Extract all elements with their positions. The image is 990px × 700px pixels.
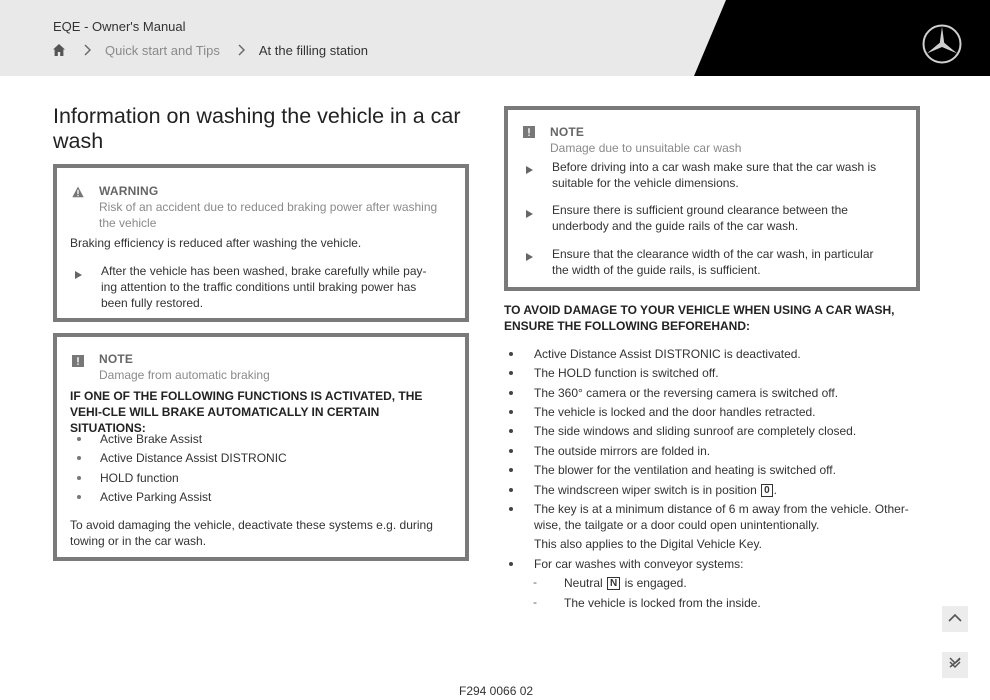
- breadcrumb-filling-station: At the filling station: [258, 42, 369, 58]
- warning-box: [53, 164, 469, 322]
- bullet-dot: [77, 456, 81, 460]
- note-braking-box: [53, 333, 469, 561]
- scroll-top-button[interactable]: [942, 606, 968, 632]
- list-item: Active Parking Assist: [100, 490, 212, 504]
- wiper-text: The windscreen wiper switch is in position: [534, 483, 757, 497]
- list-item-conveyor: For car washes with conveyor systems:: [534, 557, 744, 571]
- note-caps-heading: IF ONE OF THE FOLLOWING FUNCTIONS IS ACTIVATED, THE VEHI-CLE WILL BRAKE AUTOMATICALLY IN CERTAIN SITUATIONS:: [70, 389, 423, 435]
- chevron-right-icon: [236, 44, 246, 56]
- note-label: NOTE: [99, 352, 134, 366]
- warning-step: After the vehicle has been washed, brake carefully while pay-ing attention to the traffic conditions until braking power has been fully restored.: [101, 264, 427, 310]
- sub-item-locked: The vehicle is locked from the inside.: [564, 596, 761, 610]
- mercedes-star-icon: [921, 23, 963, 65]
- warning-label: WARNING: [99, 184, 159, 198]
- page-title: Information on washing the vehicle in a car wash: [53, 104, 461, 153]
- list-item-wiper: The windscreen wiper switch is in position 0 .: [534, 483, 778, 497]
- document-title: EQE - Owner's Manual: [53, 19, 186, 34]
- note-subtitle: Damage from automatic braking: [99, 368, 270, 382]
- list-item-digital-key: This also applies to the Digital Vehicle Key.: [534, 537, 762, 551]
- bullet-dot: [77, 476, 81, 480]
- neutral-text: Neutral: [564, 576, 603, 590]
- note-label: NOTE: [550, 125, 585, 139]
- bullet-dot: [509, 449, 513, 453]
- avoid-damage-heading: TO AVOID DAMAGE TO YOUR VEHICLE WHEN USING A CAR WASH, ENSURE THE FOLLOWING BEFOREHAND:: [504, 303, 895, 333]
- home-icon[interactable]: [52, 43, 66, 57]
- list-item: The outside mirrors are folded in.: [534, 444, 711, 458]
- step-arrow-icon: [75, 266, 82, 274]
- step-arrow-icon: [526, 161, 533, 169]
- list-item: HOLD function: [100, 471, 179, 485]
- figure-code: F294 0066 02: [459, 684, 534, 698]
- neutral-after: is engaged.: [624, 576, 687, 590]
- sub-item-neutral: [564, 575, 687, 591]
- bullet-dot: [509, 410, 513, 414]
- warning-text: Braking efficiency is reduced after washing the vehicle.: [70, 236, 362, 250]
- note-step: Before driving into a car wash make sure that the car wash is suitable for the vehicle dimensions.: [552, 160, 877, 190]
- chevron-up-icon: [948, 610, 962, 628]
- warning-subtitle: Risk of an accident due to reduced braking power after washing the vehicle: [99, 200, 438, 230]
- list-item-key-distance: The key is at a minimum distance of 6 m away from the vehicle. Other-wise, the tailgate or a door could open unintentionally.: [534, 502, 909, 532]
- note-exclamation-icon: [72, 354, 84, 366]
- step-arrow-icon: [526, 248, 533, 256]
- bullet-dot: [509, 562, 513, 566]
- note-step: Ensure there is sufficient ground clearance between the underbody and the guide rails of the car wash.: [552, 203, 848, 233]
- wiper-position-key: 0: [761, 484, 773, 497]
- list-item: Active Distance Assist DISTRONIC: [100, 451, 287, 465]
- collapse-button[interactable]: [942, 652, 968, 678]
- bullet-dot: [77, 437, 81, 441]
- breadcrumb-quick-start[interactable]: Quick start and Tips: [105, 42, 220, 58]
- list-item: Active Brake Assist: [100, 432, 203, 446]
- breadcrumb: [52, 41, 368, 59]
- bullet-dot: [509, 352, 513, 356]
- note-subtitle: Damage due to unsuitable car wash: [550, 141, 742, 155]
- bullet-dot: [77, 495, 81, 499]
- bullet-dot: [509, 488, 513, 492]
- list-item: The side windows and sliding sunroof are completely closed.: [534, 424, 857, 438]
- bullet-dot: [509, 507, 513, 511]
- note-exclamation-icon: [523, 125, 535, 137]
- list-item: Active Distance Assist DISTRONIC is deactivated.: [534, 347, 801, 361]
- bullet-dot: [509, 371, 513, 375]
- list-item: The 360° camera or the reversing camera is switched off.: [534, 386, 839, 400]
- dash-marker: -: [533, 575, 537, 589]
- chevron-collapse-icon: [948, 656, 962, 674]
- bullet-dot: [509, 429, 513, 433]
- neutral-key: N: [607, 577, 620, 590]
- note-step: Ensure that the clearance width of the car wash, in particular the width of the guide rails, is sufficient.: [552, 247, 874, 277]
- warning-triangle-icon: [72, 185, 84, 197]
- note-carwash-box: [504, 106, 920, 291]
- list-item: The HOLD function is switched off.: [534, 366, 719, 380]
- list-item: The blower for the ventilation and heating is switched off.: [534, 463, 836, 477]
- dash-marker: -: [533, 595, 537, 609]
- bullet-dot: [509, 468, 513, 472]
- list-item: The vehicle is locked and the door handles retracted.: [534, 405, 816, 419]
- bullet-dot: [509, 391, 513, 395]
- chevron-right-icon: [82, 44, 92, 56]
- note-footer-text: To avoid damaging the vehicle, deactivate these systems e.g. during towing or in the car wash.: [70, 518, 433, 548]
- step-arrow-icon: [526, 205, 533, 213]
